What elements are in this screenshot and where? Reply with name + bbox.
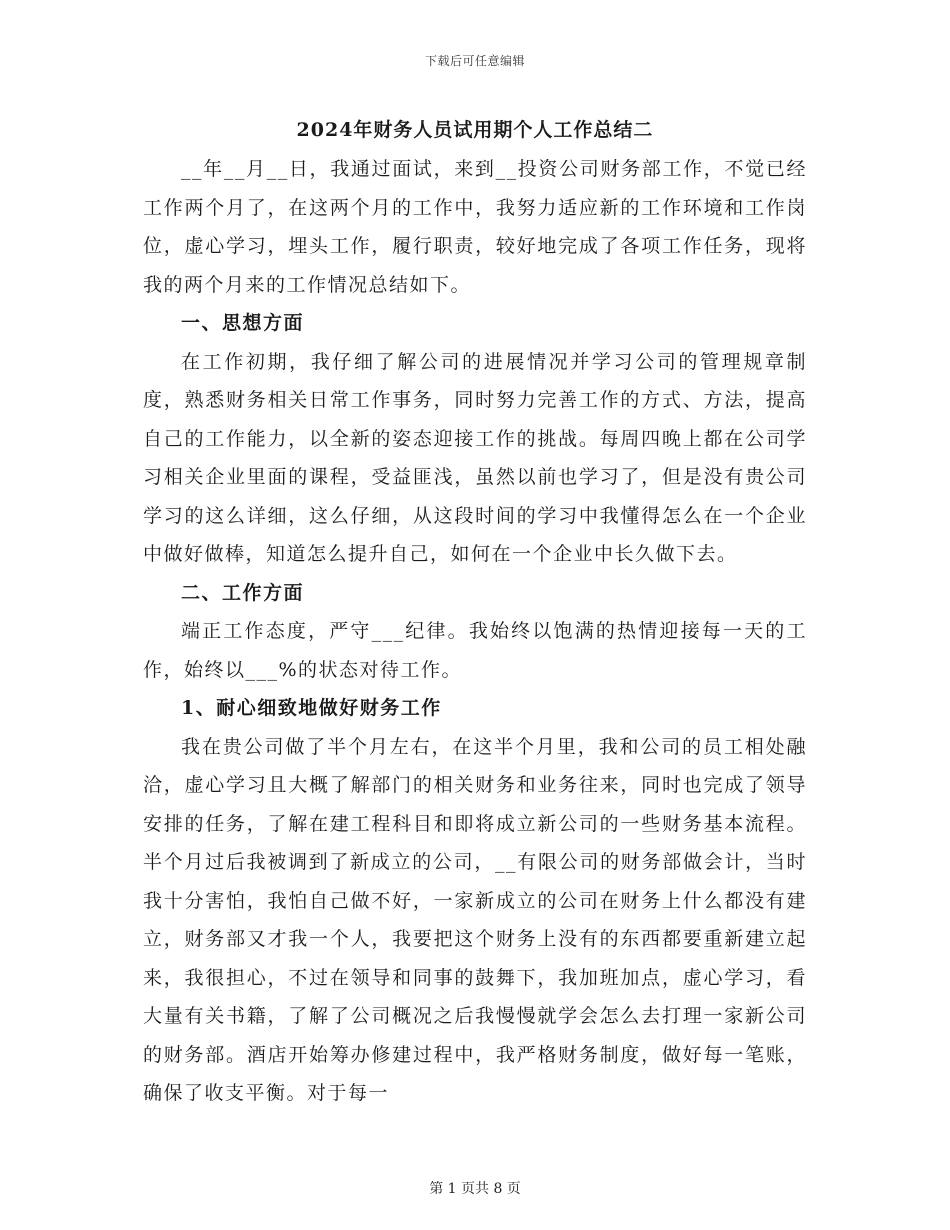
body-paragraph: 在工作初期，我仔细了解公司的进展情况并学习公司的管理规章制度，熟悉财务相关日常工作事务，同时努力完善工作的方式、方法，提高自己的工作能力，以全新的姿态迎接工作的挑战。每周四晚上都在公司学习相关企业里面的课程，受益匪浅，虽然以前也学习了，但是没有贵公司学习的这么详细，这么仔细，从这段时间的学习中我懂得怎么在一个企业中做好做棒，知道怎么提升自己，如何在一个企业中长久做下去。 (143, 350, 807, 565)
page-number-footer: 第 1 页共 8 页 (429, 1181, 521, 1197)
body-paragraph: 我在贵公司做了半个月左右，在这半个月里，我和公司的员工相处融洽，虚心学习且大概了解部门的相关财务和业务往来，同时也完成了领导安排的任务，了解在建工程科目和即将成立新公司的一些财务基本流程。半个月过后我被调到了新成立的公司，__有限公司的财务部做会计，当时我十分害怕，我怕自己做不好，一家新成立的公司在财务上什么都没有建立，财务部又才我一个人，我要把这个财务上没有的东西都要重新建立起来，我很担心，不过在领导和同事的鼓舞下，我加班加点，虚心学习，看大量有关书籍，了解了公司概况之后我慢慢就学会怎么去打理一家新公司的财务部。酒店开始筹办修建过程中，我严格财务制度，做好每一笔账，确保了收支平衡。对于每一 (143, 735, 807, 1104)
document-title: 2024年财务人员试用期个人工作总结二 (296, 119, 654, 141)
body-paragraph: 端正工作态度，严守___纪律。我始终以饱满的热情迎接每一天的工作，始终以___%的状态对待工作。 (143, 620, 807, 681)
subsection-heading: 1、耐心细致地做好财务工作 (181, 697, 442, 719)
body-paragraph: __年__月__日，我通过面试，来到__投资公司财务部工作，不觉已经工作两个月了，在这两个月的工作中，我努力适应新的工作环境和工作岗位，虚心学习，埋头工作，履行职责，较好地完成了各项工作任务，现将我的两个月来的工作情况总结如下。 (143, 158, 807, 296)
section-heading: 二、工作方面 (181, 581, 305, 604)
document-body (143, 150, 807, 1113)
header-note: 下载后可任意编辑 (424, 54, 525, 68)
section-heading: 一、思想方面 (181, 312, 305, 334)
